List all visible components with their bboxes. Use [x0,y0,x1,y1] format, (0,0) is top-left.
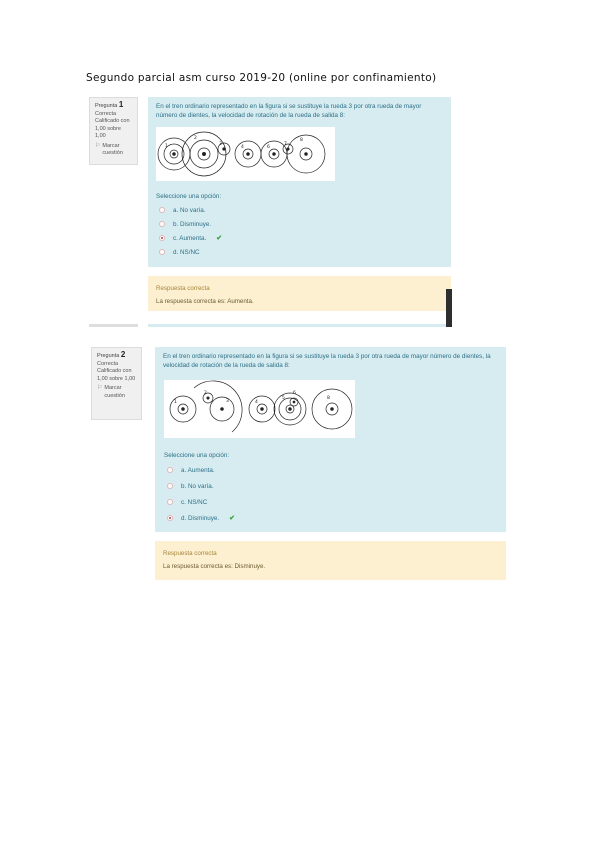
question-2-feedback [155,541,506,580]
question-1-grade: Calificado con 1,00 sobre 1,00 [95,118,130,139]
radio-button-selected[interactable] [167,515,173,521]
svg-text:1: 1 [174,400,177,405]
radio-button[interactable] [159,249,165,255]
check-icon: ✔ [229,515,236,522]
question-1-feedback [148,276,451,311]
question-2-gear-figure [164,380,355,438]
question-1-text: En el tren ordinario representado en la figura si se sustituye la rueda 3 por otra rueda de mayor número de dientes, la velocidad de rotación de la rueda de salida 8: [156,103,422,119]
question-1-options [159,203,222,259]
question-2-number: Pregunta 2 [97,350,126,359]
svg-text:2: 2 [204,391,207,396]
option-a[interactable]: a. No varía. [159,203,222,217]
radio-button[interactable] [159,207,165,213]
flag-icon: ⚐ [97,385,103,391]
radio-button-selected[interactable] [159,235,165,241]
option-d[interactable]: d. NS/NC [159,245,222,259]
gear-train-diagram [164,380,355,438]
question-1-info [89,97,138,165]
svg-text:5: 5 [282,396,285,401]
scrollbar-thumb[interactable] [446,289,452,327]
question-2-text: En el tren ordinario representado en la figura si se sustituye la rueda 3 por otra rueda de mayor número de dientes, la velocidad de rotación de la rueda de salida 8: [163,353,491,369]
option-c[interactable]: c. Aumenta. ✔ [159,231,222,245]
document-title: Segundo parcial asm curso 2019-20 (online por confinamiento) [86,72,437,84]
question-1-select-label: Seleccione una opción: [156,193,222,200]
check-icon: ✔ [216,235,223,242]
question-2-status: Correcta [97,360,119,367]
svg-text:8: 8 [327,396,330,401]
feedback-title: Respuesta correcta [156,285,210,292]
option-b[interactable]: b. Disminuye. [159,217,222,231]
svg-text:4: 4 [241,145,244,150]
svg-text:2: 2 [194,136,197,141]
feedback-title: Respuesta correcta [163,550,217,557]
feedback-text: La respuesta correcta es: Disminuye. [163,563,266,570]
flag-question-1[interactable]: ⚐ Marcar cuestión [95,142,123,156]
question-2-select-label: Seleccione una opción: [164,452,230,459]
question-2-info [91,347,142,420]
option-d[interactable]: d. Disminuye. ✔ [167,510,235,526]
question-2-grade: Calificado con 1,00 sobre 1,00 [97,368,136,382]
radio-button[interactable] [167,467,173,473]
question-1-number: Pregunta 1 [95,100,124,109]
radio-button[interactable] [167,499,173,505]
flag-question-2[interactable]: ⚐ Marcar cuestión [97,385,125,399]
svg-text:8: 8 [300,138,303,143]
svg-text:3: 3 [219,142,222,147]
radio-button[interactable] [167,483,173,489]
option-c[interactable]: c. NS/NC [167,494,235,510]
feedback-text: La respuesta correcta es: Aumenta. [156,298,254,305]
question-2-options [167,462,235,526]
radio-button[interactable] [159,221,165,227]
question-1-gear-figure [156,127,335,181]
svg-text:6: 6 [293,391,296,396]
svg-text:6: 6 [267,145,270,150]
separator [148,324,446,327]
question-1-status: Correcta [95,110,117,117]
separator [89,324,138,327]
option-b[interactable]: b. No varía. [167,478,235,494]
svg-text:4: 4 [255,400,258,405]
flag-icon: ⚐ [95,142,101,149]
svg-text:1: 1 [165,144,168,149]
svg-text:3: 3 [226,399,229,404]
svg-text:7: 7 [284,142,287,147]
gear-train-diagram [156,127,335,181]
option-a[interactable]: a. Aumenta. [167,462,235,478]
